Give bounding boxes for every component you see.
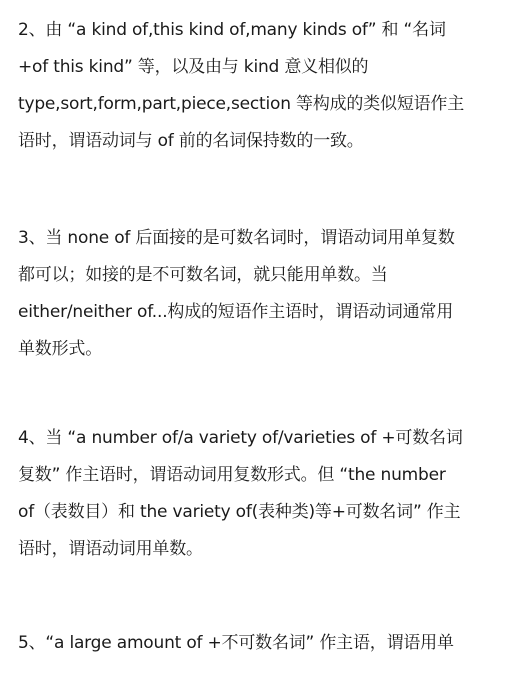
text-line: type,sort,form,part,piece,section 等构成的类似短语作主 (18, 94, 465, 114)
paragraph-rule-2 (18, 12, 510, 160)
text-line: 3、当 none of 后面接的是可数名词时，谓语动词用单复数 (18, 228, 455, 248)
text-line: either/neither of...构成的短语作主语时，谓语动词通常用 (18, 302, 454, 322)
text-line: 复数” 作主语时，谓语动词用复数形式。但 “the number (18, 465, 446, 485)
text-line: 都可以；如接的是不可数名词，就只能用单数。当 (18, 265, 388, 285)
text-line: 2、由 “a kind of,this kind of,many kinds of” 和 “名词 (18, 20, 446, 40)
text-line: of（表数目）和 the variety of(表种类)等+可数名词” 作主 (18, 502, 461, 522)
text-line: 语时，谓语动词用单数。 (18, 539, 203, 559)
paragraph-rule-5 (18, 625, 510, 662)
text-line: 4、当 “a number of/a variety of/varieties of +可数名词 (18, 428, 463, 448)
text-line: 语时，谓语动词与 of 前的名词保持数的一致。 (18, 131, 364, 151)
text-line: 5、“a large amount of +不可数名词” 作主语，谓语用单 (18, 633, 454, 653)
text-line: +of this kind” 等，以及由与 kind 意义相似的 (18, 57, 369, 77)
paragraph-rule-3 (18, 220, 510, 368)
text-line: 单数形式。 (18, 339, 102, 359)
paragraph-rule-4 (18, 420, 510, 568)
